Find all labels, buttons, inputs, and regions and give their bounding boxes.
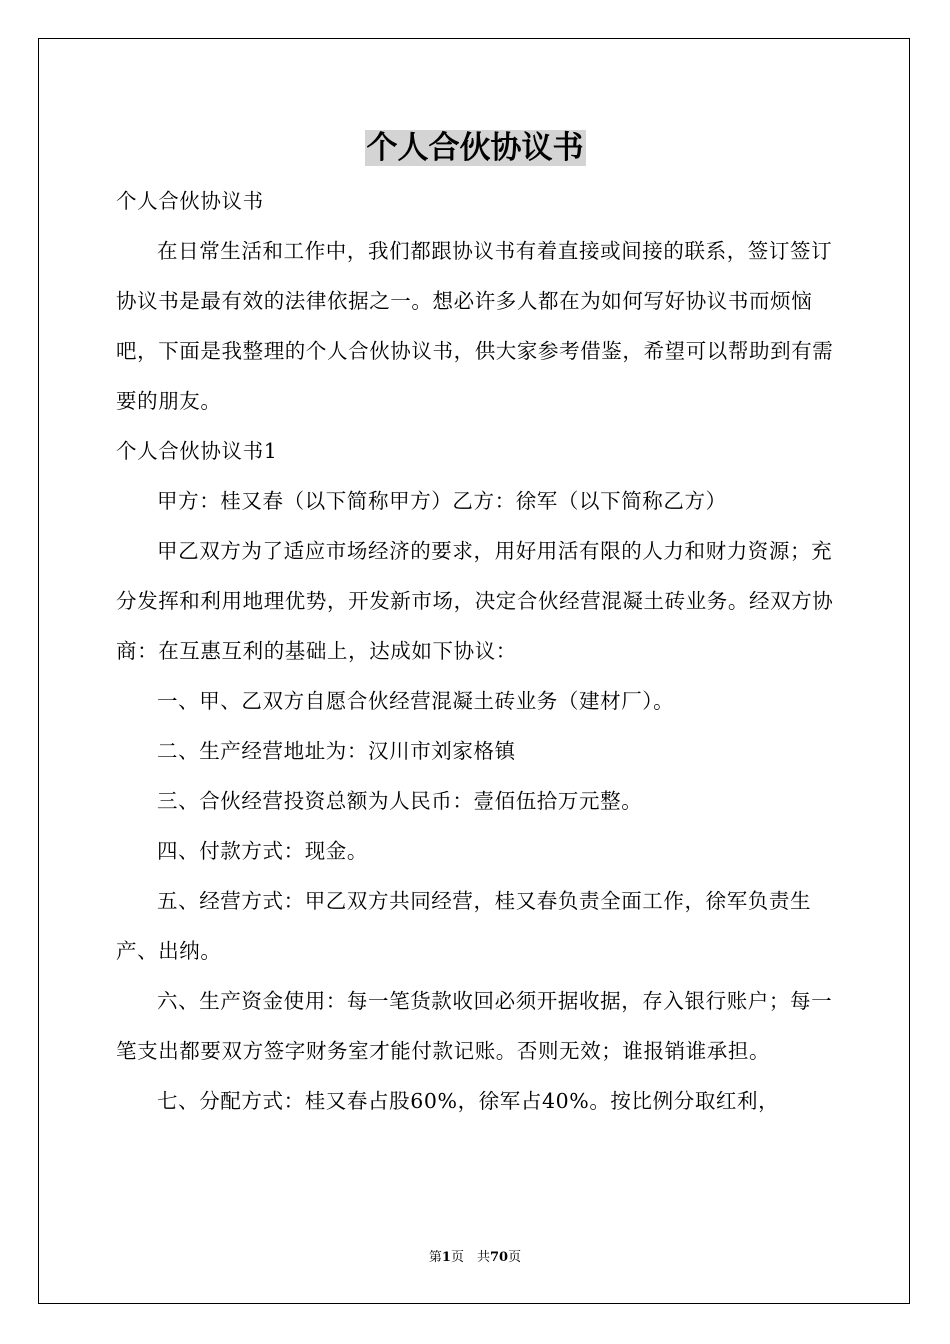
paragraph: 七、分配方式：桂又春占股60%，徐军占40%。按比例分取红利，: [157, 1089, 780, 1113]
paragraph: 六、生产资金使用：每一笔货款收回必须开据收据，存入银行账户；每一笔支出都要双方签字财务室才能付款记账。否则无效；谁报销谁承担。: [116, 989, 833, 1063]
paragraph: 在日常生活和工作中，我们都跟协议书有着直接或间接的联系，签订签订协议书是最有效的法律依据之一。想必许多人都在为如何写好协议书而烦恼吧，下面是我整理的个人合伙协议书，供大家参考借鉴，希望可以帮助到有需要的朋友。: [116, 239, 834, 413]
paragraph: 三、合伙经营投资总额为人民币：壹佰伍拾万元整。: [157, 789, 643, 813]
document-body: [116, 176, 834, 1126]
footer-page-number: 1: [441, 1250, 451, 1265]
footer-mid: 页 共: [450, 1250, 490, 1265]
paragraph: 四、付款方式：现金。: [157, 839, 368, 863]
paragraph: 个人合伙协议书1: [116, 439, 278, 463]
footer-total-pages: 70: [489, 1250, 509, 1265]
page-footer: [0, 1246, 950, 1265]
paragraph: 五、经营方式：甲乙双方共同经营，桂又春负责全面工作，徐军负责生产、出纳。: [116, 889, 812, 963]
paragraph: 二、生产经营地址为：汉川市刘家格镇: [157, 739, 516, 763]
paragraph: 一、甲、乙双方自愿合伙经营混凝土砖业务（建材厂）。: [157, 689, 675, 713]
footer-suffix: 页: [508, 1250, 522, 1265]
paragraph: 个人合伙协议书: [116, 189, 264, 213]
paragraph: 甲乙双方为了适应市场经济的要求，用好用活有限的人力和财力资源；充分发挥和利用地理优势，开发新市场，决定合伙经营混凝土砖业务。经双方协商：在互惠互利的基础上，达成如下协议：: [116, 539, 834, 663]
footer-prefix: 第: [428, 1250, 442, 1265]
document-title: 个人合伙协议书: [366, 130, 584, 166]
paragraph: 甲方：桂又春（以下简称甲方）乙方：徐军（以下简称乙方）: [157, 489, 727, 513]
